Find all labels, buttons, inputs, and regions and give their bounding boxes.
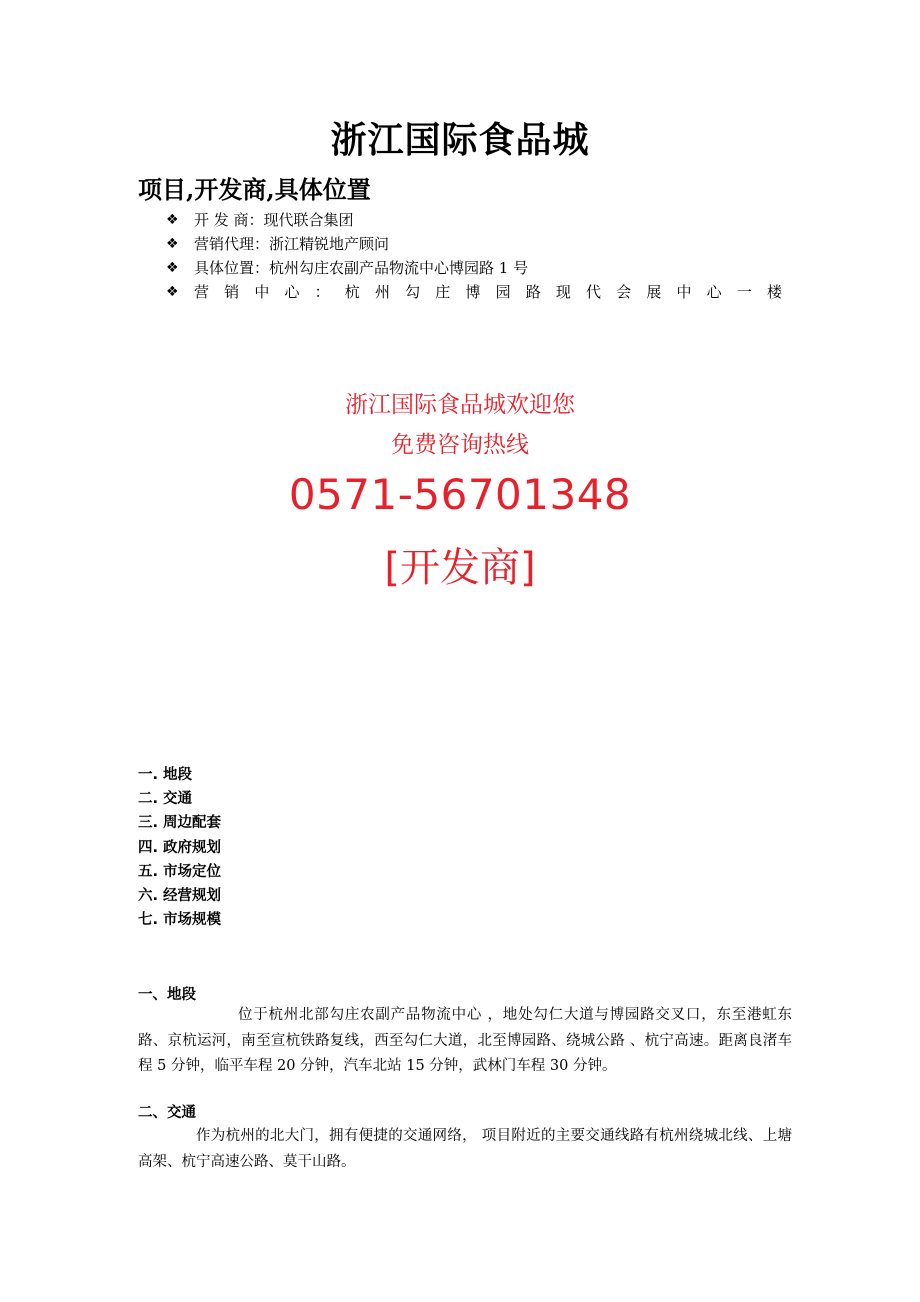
promo-phone-number: 0571-56701348 <box>288 470 632 519</box>
toc-item: 一. 地段 <box>138 767 193 783</box>
spread-char: 博 <box>465 283 481 301</box>
spread-char: ： <box>314 283 330 301</box>
document-title: 浙江国际食品城 <box>330 119 590 161</box>
spread-char: 销 <box>224 283 240 301</box>
spread-char: 勾 <box>405 283 421 301</box>
info-value: 杭州勾庄农副产品物流中心博园路 1 号 <box>269 259 529 277</box>
spread-char: 路 <box>525 283 541 301</box>
toc-item: 二. 交通 <box>138 791 193 808</box>
section-heading-transport: 二、交通 <box>138 1105 196 1121</box>
spread-char: 一 <box>736 283 752 301</box>
spread-char: 中 <box>676 283 692 301</box>
info-label: 具体位置： <box>194 259 270 277</box>
promo-hotline-label: 免费咨询热线 <box>391 432 529 458</box>
promo-welcome: 浙江国际食品城欢迎您 <box>345 392 575 418</box>
info-value: 现代联合集团 <box>263 211 354 229</box>
spread-char: 杭 <box>344 283 360 301</box>
toc-item: 七. 市场规模 <box>138 912 222 929</box>
table-of-contents <box>138 763 221 932</box>
spread-char: 庄 <box>435 283 451 301</box>
diamond-bullet-icon: ❖ <box>166 284 179 300</box>
section-heading-location: 一、地段 <box>138 987 196 1003</box>
document-subtitle: 项目,开发商,具体位置 <box>138 175 371 204</box>
info-item-marketing-agent <box>166 232 796 256</box>
spread-char: 州 <box>374 283 390 301</box>
toc-item: 五. 市场定位 <box>138 863 222 880</box>
section-body-transport: 作为杭州的北大门，拥有便捷的交通网络， 项目附近的主要交通线路有杭州绕城北线、上塘高架、杭宁高速公路、莫干山路。 <box>138 1128 792 1170</box>
spread-char: 现 <box>555 283 571 301</box>
toc-item: 四. 政府规划 <box>138 839 222 856</box>
sales-center-spread-text <box>194 280 796 304</box>
diamond-bullet-icon: ❖ <box>166 212 179 228</box>
info-label: 开 发 商： <box>194 211 264 229</box>
section-body-location: 位于杭州北部勾庄农副产品物流中心 ，地处勾仁大道与博园路交叉口，东至港虹东路、京杭运河，南至宣杭铁路复线，西至勾仁大道，北至博园路、绕城公路 、杭宁高速。距离良渚车程 5 分钟，临平车程 20 分钟，汽车北站 15 分钟，武林门车程 30 分钟。 <box>138 1007 792 1074</box>
info-label: 营销代理： <box>194 235 270 253</box>
spread-char: 营 <box>194 283 210 301</box>
spread-char: 会 <box>616 283 632 301</box>
spread-char: 园 <box>495 283 511 301</box>
project-info-list <box>166 208 796 304</box>
info-item-sales-center <box>166 280 796 304</box>
diamond-bullet-icon: ❖ <box>166 260 179 276</box>
promo-developer-tag: [开发商] <box>384 545 536 591</box>
spread-char: 心 <box>706 283 722 301</box>
spread-char: 楼 <box>766 283 782 301</box>
spread-char: 展 <box>646 283 662 301</box>
info-item-location <box>166 256 796 280</box>
diamond-bullet-icon: ❖ <box>166 236 179 252</box>
spread-char: 中 <box>254 283 270 301</box>
spread-char: 心 <box>284 283 300 301</box>
toc-item: 六. 经营规划 <box>138 888 222 905</box>
toc-item: 三. 周边配套 <box>138 815 222 832</box>
spread-char: 代 <box>586 283 602 301</box>
info-item-developer <box>166 208 796 232</box>
info-value: 浙江精锐地产顾问 <box>269 235 390 253</box>
